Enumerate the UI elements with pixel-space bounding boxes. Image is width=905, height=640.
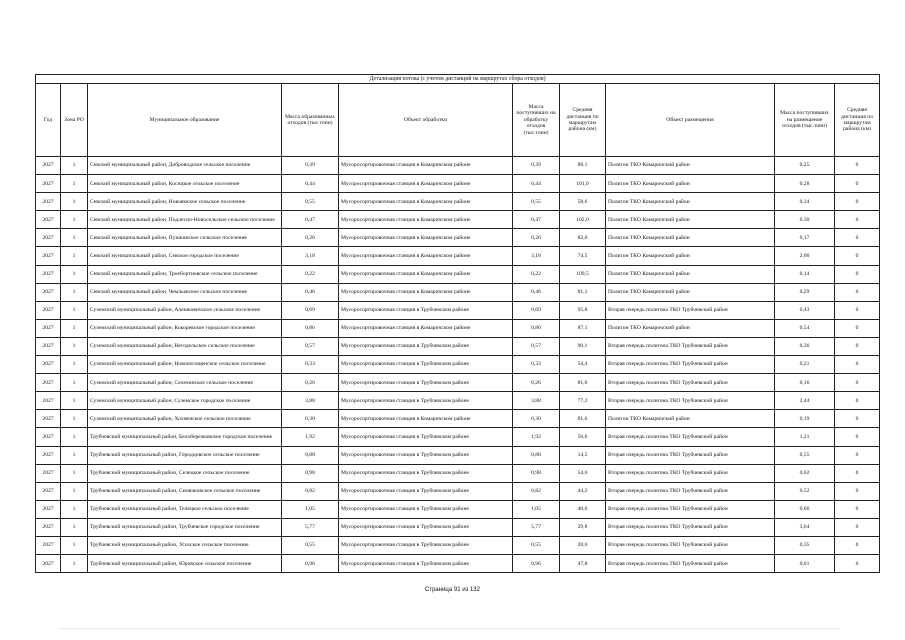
processing-distance-cell: 87,1 [560, 319, 606, 337]
disposal-distance-cell: 0 [835, 482, 880, 500]
disposal-distance-cell: 0 [835, 265, 880, 283]
processing-distance-cell: 102,0 [560, 211, 606, 229]
disposal-distance-cell: 0 [835, 193, 880, 211]
disposal-distance-cell: 0 [835, 247, 880, 265]
processing-facility-cell: Мусоросортировочная станция в Комаричском районе [339, 410, 513, 428]
generated-mass-cell: 0,33 [282, 356, 339, 374]
table-row [36, 500, 880, 518]
processing-distance-cell: 109,5 [560, 265, 606, 283]
processed-mass-cell: 0,44 [513, 175, 560, 193]
year-cell: 2027 [36, 464, 61, 482]
processed-mass-cell: 0,55 [513, 536, 560, 554]
column-header: Зона РО [61, 84, 88, 157]
zone-cell: 1 [61, 229, 88, 247]
processing-distance-cell: 95,8 [560, 301, 606, 319]
generated-mass-cell: 0,55 [282, 193, 339, 211]
table-row [36, 518, 880, 536]
disposed-mass-cell: 0,66 [775, 500, 835, 518]
generated-mass-cell: 0,55 [282, 536, 339, 554]
year-cell: 2027 [36, 482, 61, 500]
processing-facility-cell: Мусоросортировочная станция в Трубчевском районе [339, 446, 513, 464]
generated-mass-cell: 0,22 [282, 265, 339, 283]
year-cell: 2027 [36, 193, 61, 211]
generated-mass-cell: 0,98 [282, 464, 339, 482]
zone-cell: 1 [61, 337, 88, 355]
year-cell: 2027 [36, 283, 61, 301]
table-row [36, 301, 880, 319]
processed-mass-cell: 5,77 [513, 518, 560, 536]
processing-facility-cell: Мусоросортировочная станция в Комаричском районе [339, 283, 513, 301]
processing-facility-cell: Мусоросортировочная станция в Трубчевском районе [339, 301, 513, 319]
disposal-distance-cell: 0 [835, 211, 880, 229]
disposed-mass-cell: 0,35 [775, 536, 835, 554]
processed-mass-cell: 0,98 [513, 464, 560, 482]
municipality-cell: Севский муниципальный район, Новоямское сельское поселение [88, 193, 282, 211]
disposal-distance-cell: 0 [835, 301, 880, 319]
waste-flow-table [35, 74, 880, 573]
processing-facility-cell: Мусоросортировочная станция в Трубчевском районе [339, 555, 513, 573]
year-cell: 2027 [36, 356, 61, 374]
disposed-mass-cell: 0,28 [775, 175, 835, 193]
processing-distance-cell: 58,6 [560, 193, 606, 211]
processing-distance-cell: 44,2 [560, 482, 606, 500]
zone-cell: 1 [61, 211, 88, 229]
zone-cell: 1 [61, 536, 88, 554]
table-body [36, 157, 880, 573]
zone-cell: 1 [61, 193, 88, 211]
disposal-facility-cell: Вторая очередь полигона ТКО Трубчевский район [606, 446, 775, 464]
generated-mass-cell: 0,26 [282, 374, 339, 392]
column-header: Масса поступивших на обработку отходов (тыс.тонн) [513, 84, 560, 157]
municipality-cell: Суземский муниципальный район, Кокоревское городское поселение [88, 319, 282, 337]
municipality-cell: Суземский муниципальный район, Селечинское сельское поселение [88, 374, 282, 392]
disposal-facility-cell: Вторая очередь полигона ТКО Трубчевский район [606, 337, 775, 355]
disposal-distance-cell: 0 [835, 518, 880, 536]
year-cell: 2027 [36, 175, 61, 193]
generated-mass-cell: 0,82 [282, 482, 339, 500]
processing-facility-cell: Мусоросортировочная станция в Трубчевском районе [339, 392, 513, 410]
disposal-facility-cell: Полигон ТКО Комаричский район [606, 319, 775, 337]
zone-cell: 1 [61, 356, 88, 374]
table-row [36, 319, 880, 337]
table-row [36, 482, 880, 500]
zone-cell: 1 [61, 374, 88, 392]
generated-mass-cell: 0,96 [282, 555, 339, 573]
year-cell: 2027 [36, 229, 61, 247]
municipality-cell: Суземский муниципальный район, Холмечское сельское поселение [88, 410, 282, 428]
processed-mass-cell: 0,69 [513, 301, 560, 319]
processed-mass-cell: 1,92 [513, 428, 560, 446]
processing-distance-cell: 54,6 [560, 464, 606, 482]
disposed-mass-cell: 0,21 [775, 356, 835, 374]
zone-cell: 1 [61, 518, 88, 536]
year-cell: 2027 [36, 301, 61, 319]
disposal-distance-cell: 0 [835, 464, 880, 482]
processed-mass-cell: 0,22 [513, 265, 560, 283]
year-cell: 2027 [36, 247, 61, 265]
year-cell: 2027 [36, 428, 61, 446]
processing-distance-cell: 20,6 [560, 536, 606, 554]
disposal-distance-cell: 0 [835, 374, 880, 392]
column-header: Масса образованных отходов (тыс.тонн) [282, 84, 339, 157]
table-row [36, 193, 880, 211]
disposed-mass-cell: 2,00 [775, 247, 835, 265]
disposal-facility-cell: Вторая очередь полигона ТКО Трубчевский район [606, 392, 775, 410]
scan-artifact-line [60, 628, 840, 629]
year-cell: 2027 [36, 392, 61, 410]
municipality-cell: Суземский муниципальный район, Суземское городское поселение [88, 392, 282, 410]
zone-cell: 1 [61, 175, 88, 193]
processing-distance-cell: 90,1 [560, 337, 606, 355]
municipality-cell: Севский муниципальный район, Пушкинское сельское поселение [88, 229, 282, 247]
disposal-facility-cell: Полигон ТКО Комаричский район [606, 157, 775, 175]
municipality-cell: Трубчевский муниципальный район, Семячковское сельское поселение [88, 482, 282, 500]
table-row [36, 265, 880, 283]
disposal-facility-cell: Вторая очередь полигона ТКО Трубчевский район [606, 356, 775, 374]
disposal-distance-cell: 0 [835, 428, 880, 446]
year-cell: 2027 [36, 410, 61, 428]
disposal-facility-cell: Полигон ТКО Комаричский район [606, 265, 775, 283]
generated-mass-cell: 5,77 [282, 518, 339, 536]
disposed-mass-cell: 3,64 [775, 518, 835, 536]
municipality-cell: Трубчевский муниципальный район, Юровское сельское поселение [88, 555, 282, 573]
disposed-mass-cell: 0,61 [775, 555, 835, 573]
generated-mass-cell: 0,86 [282, 319, 339, 337]
municipality-cell: Суземский муниципальный район, Новопогощенское сельское поселение [88, 356, 282, 374]
column-header: Масса поступивших на размещение отходов (тыс.тонн) [775, 84, 835, 157]
disposed-mass-cell: 0,17 [775, 229, 835, 247]
zone-cell: 1 [61, 301, 88, 319]
disposed-mass-cell: 0,52 [775, 482, 835, 500]
processing-distance-cell: 40,0 [560, 500, 606, 518]
municipality-cell: Суземский муниципальный район, Негодельское сельское поселение [88, 337, 282, 355]
table-row [36, 247, 880, 265]
municipality-cell: Севский муниципальный район, Севское городское поселение [88, 247, 282, 265]
disposed-mass-cell: 0,14 [775, 265, 835, 283]
processed-mass-cell: 0,26 [513, 374, 560, 392]
municipality-cell: Трубчевский муниципальный район, Трубчевское городское поселение [88, 518, 282, 536]
processed-mass-cell: 0,47 [513, 211, 560, 229]
disposal-facility-cell: Вторая очередь полигона ТКО Трубчевский район [606, 301, 775, 319]
year-cell: 2027 [36, 157, 61, 175]
generated-mass-cell: 0,44 [282, 175, 339, 193]
disposed-mass-cell: 0,54 [775, 319, 835, 337]
zone-cell: 1 [61, 482, 88, 500]
zone-cell: 1 [61, 283, 88, 301]
municipality-cell: Севский муниципальный район, Чемлыжское сельское поселение [88, 283, 282, 301]
processed-mass-cell: 1,05 [513, 500, 560, 518]
municipality-cell: Севский муниципальный район, Подлесно-Новосельское сельское поселение [88, 211, 282, 229]
processing-facility-cell: Мусоросортировочная станция в Трубчевском районе [339, 518, 513, 536]
processing-distance-cell: 101,0 [560, 175, 606, 193]
disposal-facility-cell: Полигон ТКО Комаричский район [606, 283, 775, 301]
processing-distance-cell: 82,0 [560, 229, 606, 247]
column-header: Средняя дистанция по маршрутам района (км) [560, 84, 606, 157]
column-header: Объект обработки [339, 84, 513, 157]
table-row [36, 410, 880, 428]
zone-cell: 1 [61, 265, 88, 283]
processed-mass-cell: 0,30 [513, 410, 560, 428]
processing-facility-cell: Мусоросортировочная станция в Комаричском районе [339, 175, 513, 193]
processing-distance-cell: 88,1 [560, 157, 606, 175]
processing-distance-cell: 81,6 [560, 374, 606, 392]
zone-cell: 1 [61, 410, 88, 428]
disposal-facility-cell: Вторая очередь полигона ТКО Трубчевский район [606, 518, 775, 536]
disposal-distance-cell: 0 [835, 319, 880, 337]
generated-mass-cell: 1,05 [282, 500, 339, 518]
year-cell: 2027 [36, 265, 61, 283]
processing-facility-cell: Мусоросортировочная станция в Трубчевском районе [339, 356, 513, 374]
disposed-mass-cell: 0,16 [775, 374, 835, 392]
processed-mass-cell: 0,82 [513, 482, 560, 500]
disposal-distance-cell: 0 [835, 356, 880, 374]
processed-mass-cell: 3,18 [513, 247, 560, 265]
zone-cell: 1 [61, 157, 88, 175]
processing-facility-cell: Мусоросортировочная станция в Трубчевском районе [339, 374, 513, 392]
year-cell: 2027 [36, 536, 61, 554]
table-row [36, 374, 880, 392]
generated-mass-cell: 0,69 [282, 301, 339, 319]
zone-cell: 1 [61, 555, 88, 573]
processed-mass-cell: 3,88 [513, 392, 560, 410]
processing-distance-cell: 81,1 [560, 283, 606, 301]
generated-mass-cell: 0,30 [282, 410, 339, 428]
processing-facility-cell: Мусоросортировочная станция в Комаричском районе [339, 247, 513, 265]
disposal-facility-cell: Вторая очередь полигона ТКО Трубчевский район [606, 482, 775, 500]
processed-mass-cell: 0,96 [513, 555, 560, 573]
processing-distance-cell: 56,6 [560, 428, 606, 446]
zone-cell: 1 [61, 319, 88, 337]
column-header: Средняя дистанция по маршрутам района (км) [835, 84, 880, 157]
processing-distance-cell: 77,2 [560, 392, 606, 410]
processing-facility-cell: Мусоросортировочная станция в Комаричском районе [339, 193, 513, 211]
disposal-facility-cell: Полигон ТКО Комаричский район [606, 247, 775, 265]
processing-distance-cell: 81,6 [560, 410, 606, 428]
processing-facility-cell: Мусоросортировочная станция в Трубчевском районе [339, 536, 513, 554]
processed-mass-cell: 0,39 [513, 157, 560, 175]
processed-mass-cell: 0,88 [513, 446, 560, 464]
generated-mass-cell: 0,39 [282, 157, 339, 175]
disposal-distance-cell: 0 [835, 392, 880, 410]
table-row [36, 392, 880, 410]
zone-cell: 1 [61, 428, 88, 446]
table-header-row [36, 84, 880, 157]
processing-facility-cell: Мусоросортировочная станция в Комаричском районе [339, 229, 513, 247]
table-row [36, 337, 880, 355]
year-cell: 2027 [36, 446, 61, 464]
disposal-facility-cell: Полигон ТКО Комаричский район [606, 211, 775, 229]
municipality-cell: Трубчевский муниципальный район, Телецкое сельское поселение [88, 500, 282, 518]
table-row [36, 536, 880, 554]
column-header: Год [36, 84, 61, 157]
processed-mass-cell: 0,55 [513, 193, 560, 211]
disposed-mass-cell: 0,19 [775, 410, 835, 428]
table-row [36, 464, 880, 482]
municipality-cell: Севский муниципальный район, Доброводское сельское поселение [88, 157, 282, 175]
processing-facility-cell: Мусоросортировочная станция в Комаричском районе [339, 211, 513, 229]
generated-mass-cell: 0,46 [282, 283, 339, 301]
processing-facility-cell: Мусоросортировочная станция в Комаричском районе [339, 157, 513, 175]
processing-facility-cell: Мусоросортировочная станция в Трубчевском районе [339, 428, 513, 446]
municipality-cell: Трубчевский муниципальный район, Усохское сельское поселение [88, 536, 282, 554]
processed-mass-cell: 0,86 [513, 319, 560, 337]
disposed-mass-cell: 0,43 [775, 301, 835, 319]
disposal-distance-cell: 0 [835, 283, 880, 301]
disposal-facility-cell: Полигон ТКО Комаричский район [606, 229, 775, 247]
disposed-mass-cell: 0,34 [775, 193, 835, 211]
table-row [36, 211, 880, 229]
disposal-facility-cell: Вторая очередь полигона ТКО Трубчевский район [606, 500, 775, 518]
generated-mass-cell: 0,26 [282, 229, 339, 247]
disposed-mass-cell: 0,55 [775, 446, 835, 464]
disposed-mass-cell: 0,36 [775, 337, 835, 355]
year-cell: 2027 [36, 500, 61, 518]
year-cell: 2027 [36, 337, 61, 355]
disposal-distance-cell: 0 [835, 500, 880, 518]
processed-mass-cell: 0,46 [513, 283, 560, 301]
processing-distance-cell: 47,8 [560, 555, 606, 573]
disposal-facility-cell: Полигон ТКО Комаричский район [606, 410, 775, 428]
disposal-distance-cell: 0 [835, 555, 880, 573]
zone-cell: 1 [61, 464, 88, 482]
table-row [36, 428, 880, 446]
page-number: Страница 91 из 132 [425, 587, 480, 593]
disposal-facility-cell: Полигон ТКО Комаричский район [606, 193, 775, 211]
disposal-distance-cell: 0 [835, 157, 880, 175]
column-header: Муниципальное образование [88, 84, 282, 157]
year-cell: 2027 [36, 211, 61, 229]
disposed-mass-cell: 2,44 [775, 392, 835, 410]
municipality-cell: Трубчевский муниципальный район, Городцовское сельское поселение [88, 446, 282, 464]
municipality-cell: Трубчевский муниципальный район, Селецкое сельское поселение [88, 464, 282, 482]
disposal-distance-cell: 0 [835, 229, 880, 247]
table-row [36, 157, 880, 175]
municipality-cell: Севский муниципальный район, Косицкое сельское поселение [88, 175, 282, 193]
processing-facility-cell: Мусоросортировочная станция в Трубчевском районе [339, 337, 513, 355]
year-cell: 2027 [36, 555, 61, 573]
table-row [36, 446, 880, 464]
processing-facility-cell: Мусоросортировочная станция в Комаричском районе [339, 319, 513, 337]
zone-cell: 1 [61, 446, 88, 464]
processing-distance-cell: 54,4 [560, 356, 606, 374]
processed-mass-cell: 0,26 [513, 229, 560, 247]
generated-mass-cell: 0,57 [282, 337, 339, 355]
column-header: Объект размещения [606, 84, 775, 157]
disposal-facility-cell: Вторая очередь полигона ТКО Трубчевский район [606, 464, 775, 482]
processed-mass-cell: 0,57 [513, 337, 560, 355]
table-row [36, 555, 880, 573]
table-row [36, 283, 880, 301]
disposed-mass-cell: 1,21 [775, 428, 835, 446]
processing-distance-cell: 29,8 [560, 518, 606, 536]
processing-facility-cell: Мусоросортировочная станция в Трубчевском районе [339, 500, 513, 518]
generated-mass-cell: 0,88 [282, 446, 339, 464]
processing-distance-cell: 14,5 [560, 446, 606, 464]
table-caption: Детализация потока (с учетом дистанций на маршрутах сбора отходов) [36, 75, 880, 84]
processing-facility-cell: Мусоросортировочная станция в Трубчевском районе [339, 482, 513, 500]
disposed-mass-cell: 0,29 [775, 283, 835, 301]
disposed-mass-cell: 0,62 [775, 464, 835, 482]
municipality-cell: Трубчевский муниципальный район, Белоберезковское городское поселение [88, 428, 282, 446]
generated-mass-cell: 3,88 [282, 392, 339, 410]
municipality-cell: Суземский муниципальный район, Алешковичское сельское поселение [88, 301, 282, 319]
disposal-facility-cell: Вторая очередь полигона ТКО Трубчевский район [606, 374, 775, 392]
disposal-distance-cell: 0 [835, 536, 880, 554]
generated-mass-cell: 0,47 [282, 211, 339, 229]
generated-mass-cell: 3,18 [282, 247, 339, 265]
year-cell: 2027 [36, 518, 61, 536]
table-row [36, 356, 880, 374]
processing-facility-cell: Мусоросортировочная станция в Трубчевском районе [339, 464, 513, 482]
disposal-distance-cell: 0 [835, 337, 880, 355]
disposal-distance-cell: 0 [835, 175, 880, 193]
disposal-facility-cell: Полигон ТКО Комаричский район [606, 175, 775, 193]
generated-mass-cell: 1,92 [282, 428, 339, 446]
zone-cell: 1 [61, 247, 88, 265]
zone-cell: 1 [61, 392, 88, 410]
disposal-facility-cell: Вторая очередь полигона ТКО Трубчевский район [606, 555, 775, 573]
disposal-distance-cell: 0 [835, 446, 880, 464]
table-row [36, 229, 880, 247]
processed-mass-cell: 0,33 [513, 356, 560, 374]
year-cell: 2027 [36, 374, 61, 392]
municipality-cell: Севский муниципальный район, Троебортновское сельское поселение [88, 265, 282, 283]
disposed-mass-cell: 0,25 [775, 157, 835, 175]
table-row [36, 175, 880, 193]
processing-distance-cell: 74,5 [560, 247, 606, 265]
disposal-distance-cell: 0 [835, 410, 880, 428]
year-cell: 2027 [36, 319, 61, 337]
zone-cell: 1 [61, 500, 88, 518]
processing-facility-cell: Мусоросортировочная станция в Комаричском районе [339, 265, 513, 283]
disposal-facility-cell: Вторая очередь полигона ТКО Трубчевский район [606, 536, 775, 554]
disposed-mass-cell: 0,30 [775, 211, 835, 229]
disposal-facility-cell: Вторая очередь полигона ТКО Трубчевский район [606, 428, 775, 446]
